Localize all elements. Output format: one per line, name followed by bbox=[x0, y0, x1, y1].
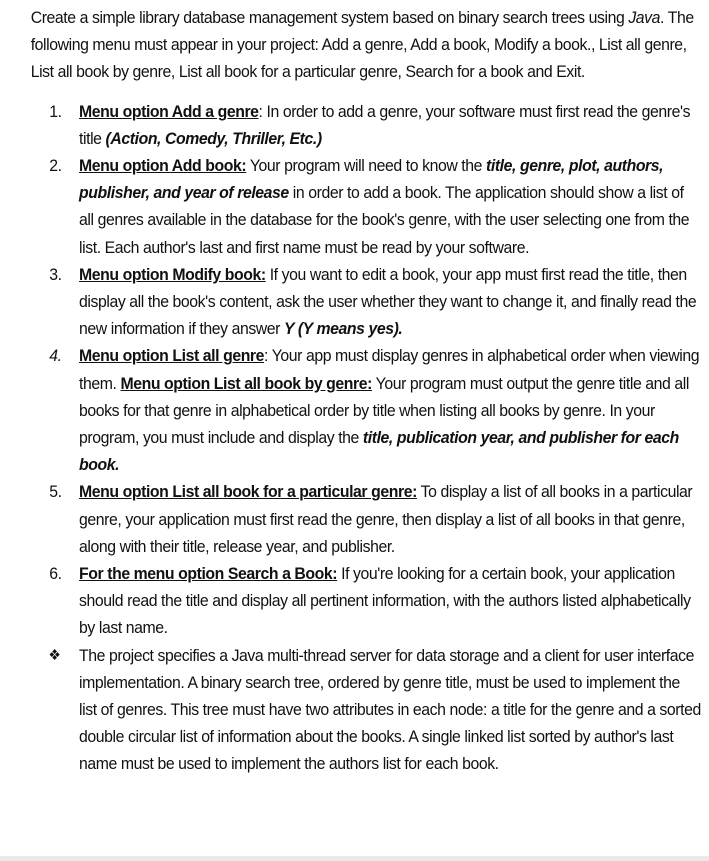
list-item-modify-book bbox=[31, 261, 702, 343]
item-number: 1. bbox=[49, 101, 62, 121]
diamond-bullet-icon: ❖ bbox=[48, 646, 61, 664]
item-number: 5. bbox=[49, 482, 62, 502]
bottom-divider bbox=[0, 856, 709, 861]
item-text: : In order to add a genre, your software must first read the genre's title bbox=[79, 101, 691, 148]
item-label: Menu option Add book: bbox=[79, 156, 247, 176]
item-label: Menu option Modify book: bbox=[79, 264, 266, 284]
list-item-add-book bbox=[31, 152, 702, 261]
item-label: Menu option List all book for a particular genre: bbox=[79, 482, 417, 502]
item-emphasis: Y (Y means yes). bbox=[284, 319, 403, 339]
item-text-2: Your program must output the genre title and all books for that genre in alphabetical order by title when listing all books by genre. In your program, you must include and display the bbox=[79, 373, 689, 448]
item-text: If you want to edit a book, your app must first read the title, then display all the book's content, ask the user whether they want to change it, and finally read the new information if they answer bbox=[79, 264, 697, 339]
item-label: Menu option Add a genre bbox=[79, 101, 259, 121]
item-label: For the menu option Search a Book: bbox=[79, 564, 338, 584]
intro-paragraph bbox=[31, 4, 702, 86]
list-item-project-note bbox=[31, 642, 702, 778]
item-number: 2. bbox=[49, 156, 62, 176]
intro-text-1: Create a simple library database management system based on binary search trees using bbox=[30, 8, 629, 27]
item-emphasis: title, genre, plot, authors, publisher, and year of release bbox=[79, 156, 664, 203]
item-text: To display a list of all books in a particular genre, your application must first read the genre, then display a list of all books in that genre, along with their title, release year, and publisher. bbox=[79, 482, 693, 556]
item-text: Your program will need to know the bbox=[246, 156, 486, 176]
item-text: If you're looking for a certain book, your application should read the title and display all pertinent information, with the authors listed alphabetically by last name. bbox=[79, 564, 691, 638]
item-text-2: in order to add a book. The application should show a list of all genres available in the database for the book's genre, with the user selecting one from the list. Each author's last and first name must be read by your software. bbox=[79, 183, 690, 257]
item-number: 4. bbox=[49, 346, 62, 366]
menu-options-list bbox=[31, 98, 702, 778]
item-label: Menu option List all genre bbox=[79, 346, 265, 366]
list-item-list-genres bbox=[31, 342, 702, 478]
item-text: : Your app must display genres in alphabetical order when viewing them. bbox=[79, 346, 700, 393]
intro-java: Java bbox=[628, 8, 661, 27]
list-item-add-genre bbox=[31, 98, 702, 152]
item-emphasis: title, publication year, and publisher for each book. bbox=[79, 428, 679, 475]
item-number: 6. bbox=[49, 564, 62, 584]
list-item-list-books-genre bbox=[31, 478, 702, 560]
item-label-2: Menu option List all book by genre: bbox=[120, 373, 372, 393]
intro-text-2: . The following menu must appear in your project: Add a genre, Add a book, Modify a book., List all genre, List all book by genre, List all book for a particular genre, Search for a book and Exit. bbox=[30, 8, 694, 82]
item-emphasis: (Action, Comedy, Thriller, Etc.) bbox=[105, 128, 322, 148]
item-number: 3. bbox=[49, 264, 62, 284]
list-item-search-book bbox=[31, 560, 702, 642]
bullet-text: The project specifies a Java multi-thread server for data storage and a client for user interface implementation. A binary search tree, ordered by genre title, must be used to implement the list of genres. This tree must have two attributes in each node: a title for the genre and a sorted double circular list of information about the books. A single linked list sorted by author's last name must be used to implement the authors list for each book. bbox=[79, 645, 701, 774]
